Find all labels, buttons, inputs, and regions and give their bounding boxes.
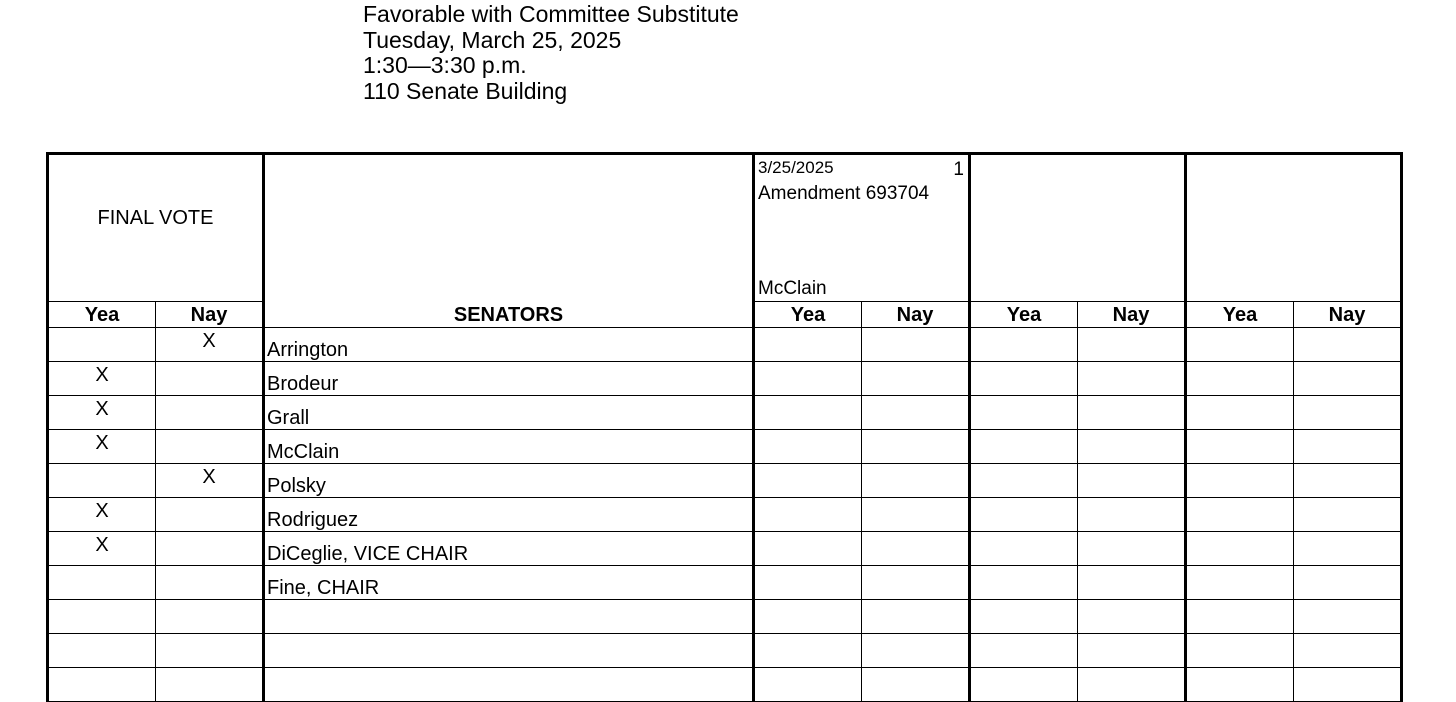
amendment-sponsor: McClain: [758, 278, 827, 299]
final-yea-mark: [48, 464, 156, 498]
amend-nay-cell: [862, 668, 970, 702]
final-vote-header: FINAL VOTE: [48, 154, 264, 302]
col3-nay-cell: [1078, 464, 1186, 498]
senator-name: McClain: [264, 430, 754, 464]
blank-vote-header-2: [1186, 154, 1402, 302]
senator-name: Polsky: [264, 464, 754, 498]
senator-row: [48, 634, 1402, 668]
final-yea-header: Yea: [48, 302, 156, 328]
final-nay-mark: [156, 396, 264, 430]
senator-name: [264, 634, 754, 668]
col4-nay-cell: [1294, 498, 1402, 532]
final-nay-mark: [156, 362, 264, 396]
amend-nay-header: Nay: [862, 302, 970, 328]
col4-yea-cell: [1186, 634, 1294, 668]
senator-row: [48, 362, 1402, 396]
col3-yea-cell: [970, 430, 1078, 464]
col4-nay-cell: [1294, 430, 1402, 464]
final-nay-header: Nay: [156, 302, 264, 328]
col4-nay-cell: [1294, 396, 1402, 430]
amend-nay-cell: [862, 600, 970, 634]
col4-nay-cell: [1294, 532, 1402, 566]
final-nay-mark: [156, 600, 264, 634]
final-nay-mark: [156, 498, 264, 532]
senator-name: Fine, CHAIR: [264, 566, 754, 600]
amendment-date: 3/25/2025: [758, 158, 834, 177]
final-nay-mark: [156, 430, 264, 464]
header-top-row: [48, 154, 1402, 302]
senator-name: DiCeglie, VICE CHAIR: [264, 532, 754, 566]
senator-name: [264, 600, 754, 634]
final-nay-mark: X: [156, 464, 264, 498]
final-yea-mark: [48, 668, 156, 702]
amend-yea-header: Yea: [754, 302, 862, 328]
col3-yea-cell: [970, 634, 1078, 668]
amend-yea-cell: [754, 362, 862, 396]
senator-name: [264, 668, 754, 702]
col3-yea-cell: [970, 464, 1078, 498]
amend-nay-cell: [862, 464, 970, 498]
amend-nay-cell: [862, 634, 970, 668]
amend-yea-cell: [754, 396, 862, 430]
amend-nay-cell: [862, 430, 970, 464]
final-yea-mark: X: [48, 362, 156, 396]
final-action-value: Favorable with Committee Substitute: [363, 1, 739, 27]
col3-yea-cell: [970, 600, 1078, 634]
col4-nay-cell: [1294, 328, 1402, 362]
col3-nay-cell: [1078, 396, 1186, 430]
col3-yea-header: Yea: [970, 302, 1078, 328]
final-yea-mark: X: [48, 498, 156, 532]
final-yea-mark: X: [48, 532, 156, 566]
senator-row: [48, 464, 1402, 498]
col3-yea-cell: [970, 328, 1078, 362]
amend-yea-cell: [754, 532, 862, 566]
final-yea-mark: [48, 634, 156, 668]
col3-nay-cell: [1078, 634, 1186, 668]
final-nay-mark: [156, 566, 264, 600]
senator-row: [48, 532, 1402, 566]
amend-yea-cell: [754, 600, 862, 634]
col3-nay-cell: [1078, 600, 1186, 634]
senator-name: Grall: [264, 396, 754, 430]
amend-nay-cell: [862, 566, 970, 600]
final-yea-mark: [48, 600, 156, 634]
blank-vote-header-1: [970, 154, 1186, 302]
col4-yea-cell: [1186, 464, 1294, 498]
amend-nay-cell: [862, 498, 970, 532]
col4-yea-cell: [1186, 668, 1294, 702]
col3-yea-cell: [970, 498, 1078, 532]
col4-nay-cell: [1294, 566, 1402, 600]
col3-yea-cell: [970, 532, 1078, 566]
amendment-number: 1: [953, 159, 964, 180]
amend-yea-cell: [754, 634, 862, 668]
col3-yea-cell: [970, 668, 1078, 702]
senator-row: [48, 600, 1402, 634]
final-yea-mark: [48, 566, 156, 600]
amendment-title: Amendment 693704: [758, 183, 930, 204]
final-nay-mark: X: [156, 328, 264, 362]
senator-row: [48, 430, 1402, 464]
col4-yea-cell: [1186, 430, 1294, 464]
col3-nay-header: Nay: [1078, 302, 1186, 328]
final-nay-mark: [156, 634, 264, 668]
col3-nay-cell: [1078, 668, 1186, 702]
senator-row: [48, 396, 1402, 430]
col3-yea-cell: [970, 362, 1078, 396]
col3-nay-cell: [1078, 498, 1186, 532]
col4-yea-cell: [1186, 396, 1294, 430]
senator-row: [48, 566, 1402, 600]
amend-yea-cell: [754, 668, 862, 702]
col4-nay-cell: [1294, 668, 1402, 702]
col4-yea-cell: [1186, 532, 1294, 566]
col4-nay-cell: [1294, 600, 1402, 634]
col3-nay-cell: [1078, 566, 1186, 600]
meeting-date-value: Tuesday, March 25, 2025: [363, 27, 622, 53]
amend-nay-cell: [862, 362, 970, 396]
senator-row: [48, 668, 1402, 702]
amend-yea-cell: [754, 566, 862, 600]
final-nay-mark: [156, 668, 264, 702]
col3-nay-cell: [1078, 532, 1186, 566]
amend-yea-cell: [754, 498, 862, 532]
senator-name: Arrington: [264, 328, 754, 362]
final-yea-mark: [48, 328, 156, 362]
amend-yea-cell: [754, 328, 862, 362]
col3-nay-cell: [1078, 362, 1186, 396]
col3-yea-cell: [970, 566, 1078, 600]
col3-yea-cell: [970, 396, 1078, 430]
col4-yea-cell: [1186, 566, 1294, 600]
col4-nay-cell: [1294, 464, 1402, 498]
senator-name: Brodeur: [264, 362, 754, 396]
col4-nay-header: Nay: [1294, 302, 1402, 328]
col4-yea-header: Yea: [1186, 302, 1294, 328]
col3-nay-cell: [1078, 328, 1186, 362]
amendment-header: [754, 154, 970, 302]
col4-nay-cell: [1294, 362, 1402, 396]
col4-yea-cell: [1186, 498, 1294, 532]
amend-nay-cell: [862, 532, 970, 566]
col3-nay-cell: [1078, 430, 1186, 464]
amend-yea-cell: [754, 464, 862, 498]
col4-yea-cell: [1186, 362, 1294, 396]
col4-yea-cell: [1186, 328, 1294, 362]
col4-yea-cell: [1186, 600, 1294, 634]
senator-name: Rodriguez: [264, 498, 754, 532]
final-yea-mark: X: [48, 430, 156, 464]
place-value: 110 Senate Building: [363, 78, 568, 104]
final-nay-mark: [156, 532, 264, 566]
col4-nay-cell: [1294, 634, 1402, 668]
amend-nay-cell: [862, 396, 970, 430]
senators-header: SENATORS: [264, 154, 754, 328]
final-yea-mark: X: [48, 396, 156, 430]
time-value: 1:30—3:30 p.m.: [363, 52, 527, 78]
vote-table: [46, 152, 1403, 702]
senator-row: [48, 328, 1402, 362]
amend-nay-cell: [862, 328, 970, 362]
amend-yea-cell: [754, 430, 862, 464]
senator-row: [48, 498, 1402, 532]
